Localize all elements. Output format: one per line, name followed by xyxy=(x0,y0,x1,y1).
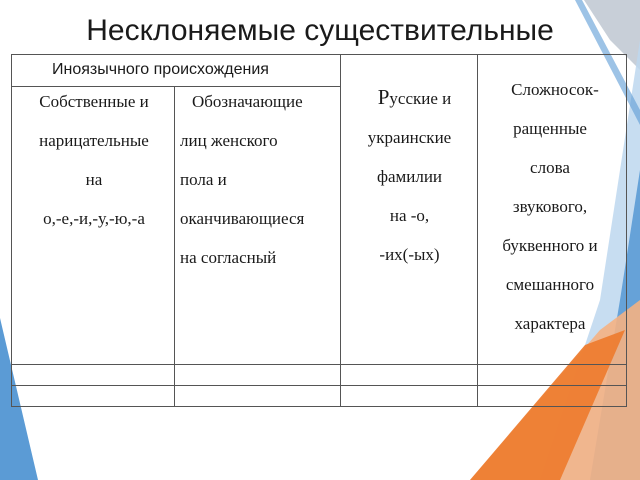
col3-initial-letter: Р xyxy=(377,85,390,109)
col2-line: оканчивающиеся xyxy=(180,209,305,228)
col1-line: на xyxy=(85,170,103,189)
col3-line: украинские xyxy=(367,128,452,147)
col2-line: Обозначающие xyxy=(192,92,303,111)
col3-line: -их(-ых) xyxy=(379,245,440,264)
col1-line: Собственные и xyxy=(39,92,149,111)
col3-first-line-rest: усские и xyxy=(389,89,452,108)
col4-line: характера xyxy=(514,314,586,333)
col2-line: лиц женского xyxy=(180,131,278,150)
col4-line: Сложносок- xyxy=(511,80,599,99)
col2-line: на согласный xyxy=(180,248,277,267)
col4-line: звукового, xyxy=(512,197,588,216)
col1-line: о,-е,-и,-у,-ю,-а xyxy=(43,209,145,228)
col4-line: слова xyxy=(530,158,570,177)
col4-line: смешанного xyxy=(505,275,595,294)
slide-title: Несклоняемые существительные xyxy=(86,14,554,47)
col3-line: на -о, xyxy=(389,206,430,225)
col3-line: фамилии xyxy=(376,167,443,186)
col4-line: буквенного и xyxy=(502,236,598,255)
group-header-label: Иноязычного происхождения xyxy=(52,61,269,78)
col1-line: нарицательные xyxy=(39,131,149,150)
col2-line: пола и xyxy=(180,170,227,189)
col4-line: ращенные xyxy=(513,119,587,138)
